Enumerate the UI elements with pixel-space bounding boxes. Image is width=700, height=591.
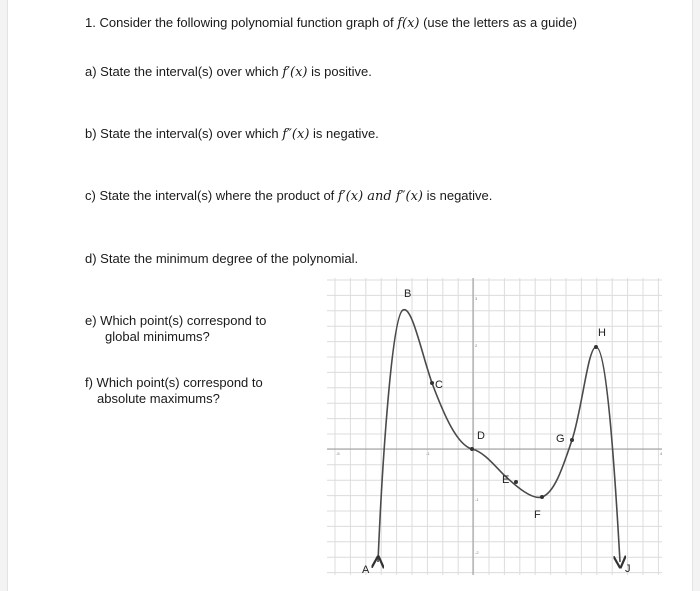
point-f-marker xyxy=(540,495,544,499)
point-label-b: B xyxy=(404,288,412,300)
point-e-marker xyxy=(514,480,518,484)
point-h-marker xyxy=(594,345,598,349)
point-label-e: E xyxy=(502,474,510,486)
polynomial-curve xyxy=(378,310,620,562)
page-right-edge xyxy=(692,0,700,591)
question-b xyxy=(85,126,379,143)
question-b-text-start: b) State the interval(s) over which xyxy=(85,126,283,141)
question-a-text-start: a) State the interval(s) over which xyxy=(85,64,283,79)
question-f xyxy=(85,375,263,407)
question-c-text-start: c) State the interval(s) where the product of xyxy=(85,188,338,203)
question-a-text-end: is positive. xyxy=(307,64,372,79)
point-label-a: A xyxy=(362,564,370,576)
tick-y-3: 3 xyxy=(475,296,478,301)
point-c-marker xyxy=(430,381,434,385)
question-title xyxy=(85,15,577,32)
point-g-marker xyxy=(570,438,574,442)
question-c xyxy=(85,188,492,205)
question-a xyxy=(85,64,372,81)
question-e xyxy=(85,313,266,345)
tick-x-4: 4 xyxy=(660,451,663,456)
tick-y-2: 2 xyxy=(475,343,478,348)
title-text-start: 1. Consider the following polynomial function graph of xyxy=(85,15,398,30)
point-label-g: G xyxy=(556,433,565,445)
question-e-line2: global minimums? xyxy=(105,329,210,344)
question-c-text-end: is negative. xyxy=(423,188,493,203)
polynomial-graph xyxy=(322,275,667,580)
question-f-line1: f) Which point(s) correspond to xyxy=(85,375,263,390)
point-label-h: H xyxy=(598,327,606,339)
question-d: d) State the minimum degree of the polynomial. xyxy=(85,251,359,266)
question-b-text-end: is negative. xyxy=(309,126,379,141)
page-left-edge xyxy=(0,0,8,591)
title-math: f(x) xyxy=(397,16,420,31)
point-label-j: J xyxy=(625,563,631,575)
title-text-end: (use the letters as a guide) xyxy=(419,15,578,30)
tick-y-neg2: -2 xyxy=(475,550,479,555)
question-c-math: f′(x) and f″(x) xyxy=(337,189,423,204)
tick-x-neg1: -1 xyxy=(426,451,430,456)
question-f-line2: absolute maximums? xyxy=(97,391,220,406)
point-d-marker xyxy=(470,447,474,451)
question-a-math: f′(x) xyxy=(282,65,308,80)
grid xyxy=(327,278,662,575)
tick-y-neg1: -1 xyxy=(475,497,479,502)
point-label-f: F xyxy=(534,509,541,521)
point-label-c: C xyxy=(435,379,443,391)
question-b-math: f″(x) xyxy=(282,127,310,142)
tick-x-neg5: -5 xyxy=(336,451,340,456)
point-label-d: D xyxy=(477,430,485,442)
question-e-line1: e) Which point(s) correspond to xyxy=(85,313,267,328)
